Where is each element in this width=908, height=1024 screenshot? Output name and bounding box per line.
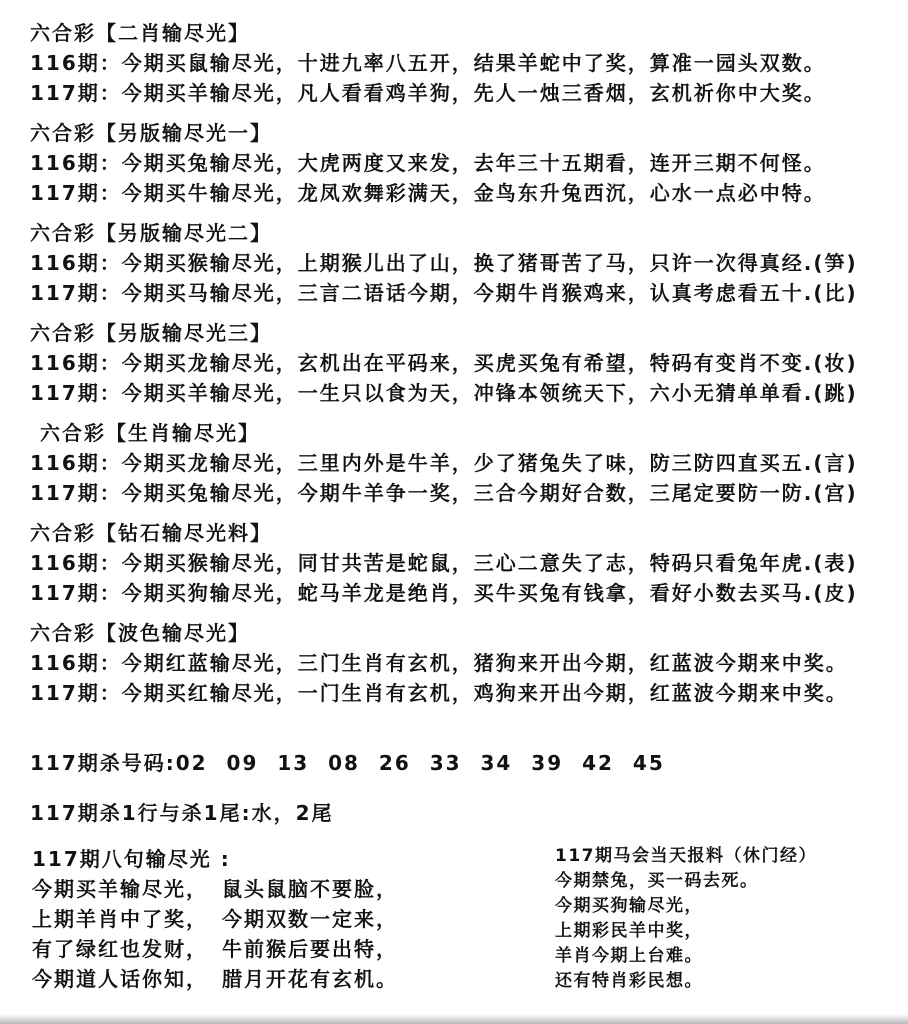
verse-cell-left: 有了绿红也发财， (32, 937, 208, 961)
period-line-116: 116期：今期买鼠输尽光，十进九率八五开，结果羊蛇中了奖，算准一园头双数。 (30, 51, 826, 75)
section-title: 六合彩【二肖输尽光】 (30, 21, 250, 45)
verse-row (32, 904, 555, 934)
lottery-section (30, 218, 898, 308)
eight-verse-title: 117期八句输尽光 : (32, 847, 231, 871)
daily-report-line: 今期买狗输尽光， (555, 896, 703, 916)
lottery-section (30, 418, 898, 508)
period-line-116: 116期：今期买兔输尽光，大虎两度又来发，去年三十五期看，连开三期不何怪。 (30, 151, 826, 175)
section-title: 六合彩【另版输尽光三】 (30, 321, 272, 345)
period-line-116: 116期：今期买龙输尽光，三里内外是牛羊，少了猪兔失了味，防三防四直买五.(言) (30, 451, 858, 475)
daily-report-block (555, 844, 898, 994)
period-line-117: 117期：今期买牛输尽光，龙凤欢舞彩满天，金鸟东升兔西沉，心水一点必中特。 (30, 181, 826, 205)
daily-report-title: 117期马会当天报料（休门经） (555, 846, 817, 866)
kill-row-tail-line: 117期杀1行与杀1尾:水，2尾 (30, 801, 334, 825)
verse-cell-right: 今期双数一定来， (222, 907, 398, 931)
section-title: 六合彩【钻石输尽光料】 (30, 521, 272, 545)
section-title: 六合彩【另版输尽光二】 (30, 221, 272, 245)
daily-report-line: 羊肖今期上台难。 (555, 946, 703, 966)
lottery-section (30, 118, 898, 208)
verse-cell-left: 上期羊肖中了奖， (32, 907, 208, 931)
daily-report-line: 上期彩民羊中奖， (555, 921, 703, 941)
verse-cell-left: 今期买羊输尽光， (32, 877, 208, 901)
verse-cell-right: 牛前猴后要出特， (222, 937, 398, 961)
period-line-117: 117期：今期买狗输尽光，蛇马羊龙是绝肖，买牛买兔有钱拿，看好小数去买马.(皮) (30, 581, 858, 605)
period-line-117: 117期：今期买羊输尽光，一生只以食为天，冲锋本领统天下，六小无猜单单看.(跳) (30, 381, 858, 405)
period-line-116: 116期：今期红蓝输尽光，三门生肖有玄机，猪狗来开出今期，红蓝波今期来中奖。 (30, 651, 848, 675)
verse-row (32, 934, 555, 964)
period-line-116: 116期：今期买猴输尽光，上期猴儿出了山，换了猪哥苦了马，只许一次得真经.(笋) (30, 251, 858, 275)
daily-report-line: 今期禁兔，买一码去死。 (555, 871, 759, 891)
period-line-117: 117期：今期买羊输尽光，凡人看看鸡羊狗，先人一烛三香烟，玄机祈你中大奖。 (30, 81, 826, 105)
verse-row (32, 874, 555, 904)
daily-report-line: 还有特肖彩民想。 (555, 971, 703, 991)
bottom-columns (30, 844, 898, 994)
verse-cell-right: 鼠头鼠脑不要脸， (222, 877, 398, 901)
kill-numbers-line: 117期杀号码:02 09 13 08 26 33 34 39 42 45 (30, 751, 665, 775)
period-line-117: 117期：今期买红输尽光，一门生肖有玄机，鸡狗来开出今期，红蓝波今期来中奖。 (30, 681, 848, 705)
scan-bottom-edge (0, 1014, 908, 1024)
verse-row (32, 964, 555, 994)
period-line-117: 117期：今期买马输尽光，三言二语话今期，今期牛肖猴鸡来，认真考虑看五十.(比) (30, 281, 858, 305)
lottery-section (30, 618, 898, 708)
section-title: 六合彩【生肖输尽光】 (40, 421, 260, 445)
lottery-section (30, 518, 898, 608)
lottery-section (30, 18, 898, 108)
eight-verse-block (30, 844, 555, 994)
section-title: 六合彩【另版输尽光一】 (30, 121, 272, 145)
verse-cell-right: 腊月开花有玄机。 (222, 967, 398, 991)
section-title: 六合彩【波色输尽光】 (30, 621, 250, 645)
period-line-117: 117期：今期买兔输尽光，今期牛羊争一奖，三合今期好合数，三尾定要防一防.(宫) (30, 481, 858, 505)
verse-cell-left: 今期道人话你知， (32, 967, 208, 991)
period-line-116: 116期：今期买猴输尽光，同甘共苦是蛇鼠，三心二意失了志，特码只看兔年虎.(表) (30, 551, 858, 575)
lottery-section (30, 318, 898, 408)
period-line-116: 116期：今期买龙输尽光，玄机出在平码来，买虎买兔有希望，特码有变肖不变.(妆) (30, 351, 858, 375)
